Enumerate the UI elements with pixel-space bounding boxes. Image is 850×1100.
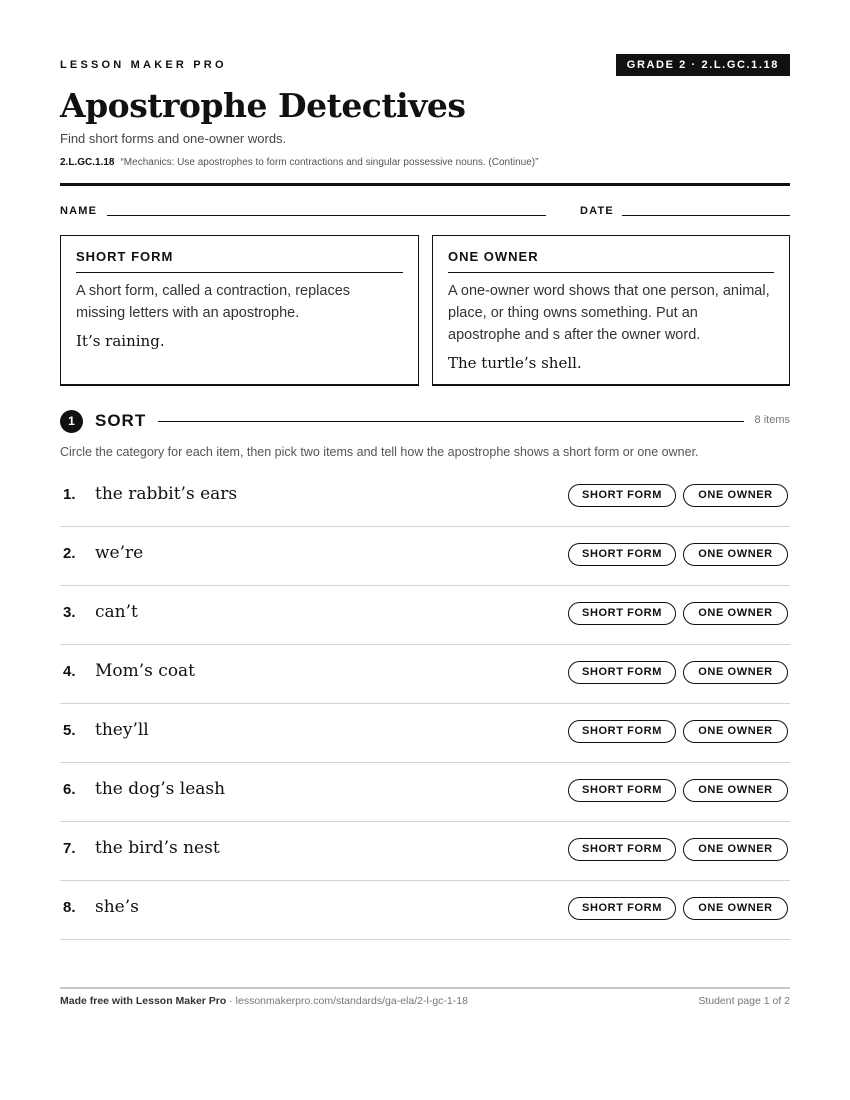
card-heading: ONE OWNER xyxy=(448,249,539,264)
item-number: 7. xyxy=(63,840,76,857)
header-divider xyxy=(60,183,790,186)
item-number: 6. xyxy=(63,781,76,798)
footer-made-with: Made free with Lesson Maker Pro xyxy=(60,995,227,1007)
item-text: the bird’s nest xyxy=(95,838,220,858)
card-example: It’s raining. xyxy=(76,332,165,350)
page-title: Apostrophe Detectives xyxy=(60,86,466,125)
date-label: DATE xyxy=(580,205,614,217)
item-text: they’ll xyxy=(95,720,149,740)
short-form-card xyxy=(60,235,419,386)
grade-badge: GRADE 2 · 2.L.GC.1.18 xyxy=(616,54,790,76)
card-example: The turtle’s shell. xyxy=(448,354,582,372)
short-form-option[interactable]: SHORT FORM xyxy=(568,661,676,684)
one-owner-option[interactable]: ONE OWNER xyxy=(683,720,788,743)
card-divider xyxy=(76,272,403,273)
card-body xyxy=(76,280,403,352)
list-item xyxy=(60,881,790,940)
footer-divider xyxy=(60,987,790,989)
footer-url[interactable]: · lessonmakerpro.com/standards/ga-ela/2-l-gc-1-18 xyxy=(226,995,468,1007)
section-title: SORT xyxy=(95,411,147,430)
one-owner-option[interactable]: ONE OWNER xyxy=(683,484,788,507)
item-number: 1. xyxy=(63,486,76,503)
one-owner-option[interactable]: ONE OWNER xyxy=(683,661,788,684)
item-count: 8 items xyxy=(754,414,790,426)
section-divider xyxy=(158,421,744,422)
short-form-option[interactable]: SHORT FORM xyxy=(568,543,676,566)
one-owner-option[interactable]: ONE OWNER xyxy=(683,543,788,566)
list-item xyxy=(60,822,790,881)
footer-credit xyxy=(60,995,468,1007)
name-label: NAME xyxy=(60,205,98,217)
list-item xyxy=(60,704,790,763)
page-subtitle: Find short forms and one-owner words. xyxy=(60,131,287,146)
list-item xyxy=(60,763,790,822)
card-heading: SHORT FORM xyxy=(76,249,174,264)
name-field[interactable] xyxy=(107,215,546,216)
item-number: 3. xyxy=(63,604,76,621)
item-text: the dog’s leash xyxy=(95,779,226,799)
list-item xyxy=(60,527,790,586)
card-body xyxy=(448,280,774,374)
item-number: 8. xyxy=(63,899,76,916)
standard-line xyxy=(60,157,538,168)
sort-item-list xyxy=(60,468,790,940)
one-owner-option[interactable]: ONE OWNER xyxy=(683,838,788,861)
item-text: she’s xyxy=(95,897,139,917)
brand-name: LESSON MAKER PRO xyxy=(60,59,227,71)
short-form-option[interactable]: SHORT FORM xyxy=(568,897,676,920)
short-form-option[interactable]: SHORT FORM xyxy=(568,484,676,507)
item-text: can’t xyxy=(95,602,138,622)
section-instructions: Circle the category for each item, then pick two items and tell how the apostrophe shows a short form or one owner. xyxy=(60,445,699,459)
item-number: 5. xyxy=(63,722,76,739)
footer-page-number: Student page 1 of 2 xyxy=(698,995,790,1007)
short-form-option[interactable]: SHORT FORM xyxy=(568,779,676,802)
standard-text: “Mechanics: Use apostrophes to form contractions and singular possessive nouns. (Continue)” xyxy=(120,157,539,168)
one-owner-option[interactable]: ONE OWNER xyxy=(683,779,788,802)
card-description: A short form, called a contraction, replaces missing letters with an apostrophe. xyxy=(76,283,351,321)
item-text: we’re xyxy=(95,543,144,563)
one-owner-option[interactable]: ONE OWNER xyxy=(683,897,788,920)
date-field[interactable] xyxy=(622,215,790,216)
one-owner-option[interactable]: ONE OWNER xyxy=(683,602,788,625)
item-number: 2. xyxy=(63,545,76,562)
item-number: 4. xyxy=(63,663,76,680)
list-item xyxy=(60,468,790,527)
one-owner-card xyxy=(432,235,790,386)
item-text: the rabbit’s ears xyxy=(95,484,238,504)
short-form-option[interactable]: SHORT FORM xyxy=(568,838,676,861)
short-form-option[interactable]: SHORT FORM xyxy=(568,602,676,625)
list-item xyxy=(60,645,790,704)
item-text: Mom’s coat xyxy=(95,661,196,681)
list-item xyxy=(60,586,790,645)
section-number-badge: 1 xyxy=(60,410,83,433)
standard-code: 2.L.GC.1.18 xyxy=(60,157,115,168)
card-divider xyxy=(448,272,774,273)
short-form-option[interactable]: SHORT FORM xyxy=(568,720,676,743)
card-description: A one-owner word shows that one person, animal, place, or thing owns something. Put an apostrophe and s after the owner word. xyxy=(448,283,770,343)
